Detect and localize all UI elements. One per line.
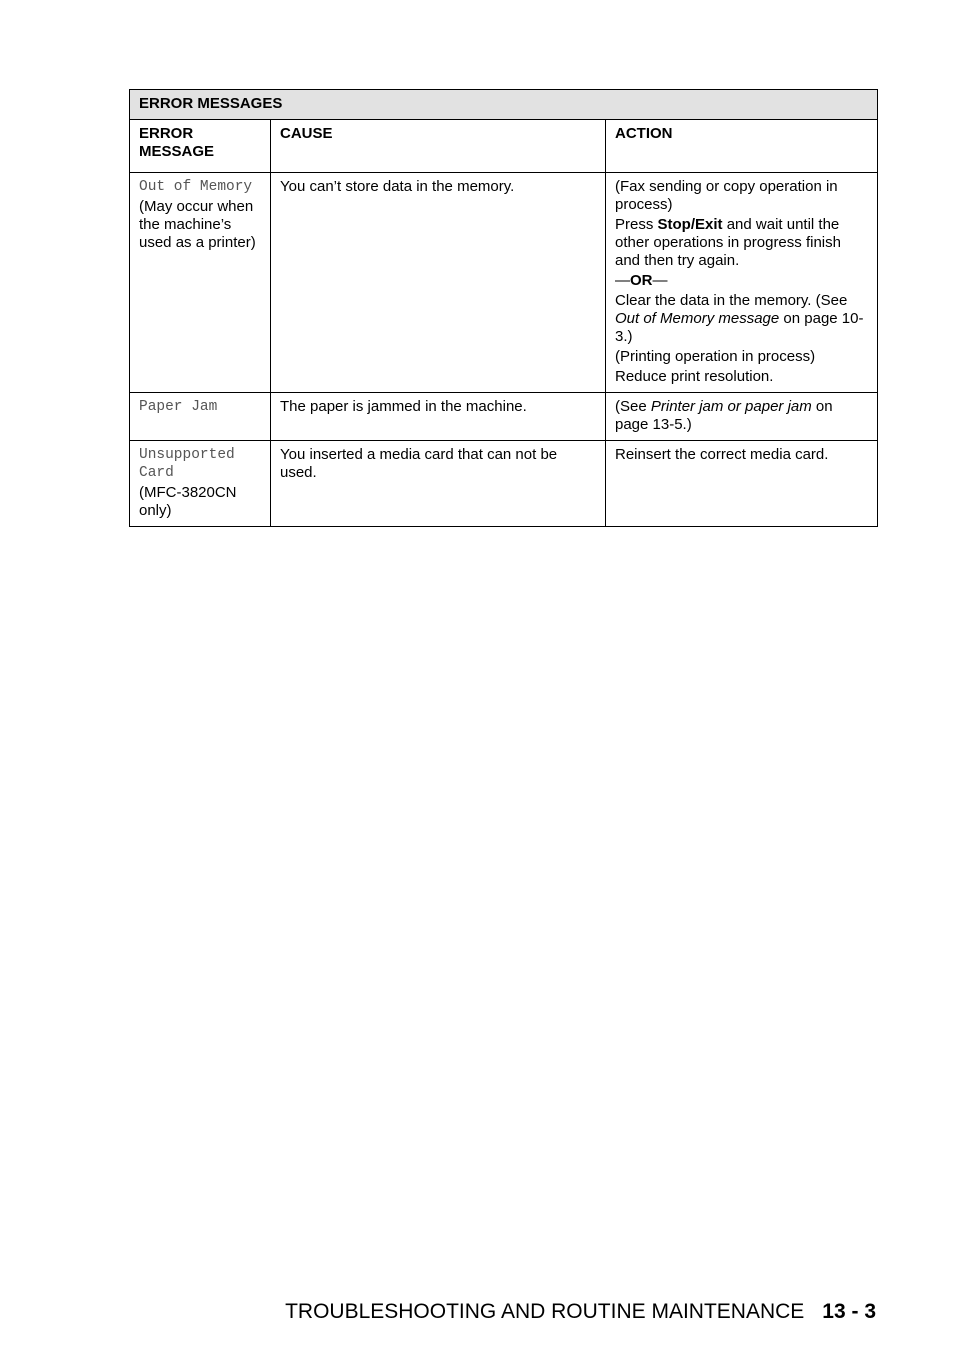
cross-reference: Out of Memory message <box>615 310 780 327</box>
table-row <box>130 393 878 441</box>
action-cell: (See Printer jam or paper jam on page 13-5.) <box>606 393 878 441</box>
table-title-row <box>130 90 878 120</box>
key-name: Stop/Exit <box>657 216 723 233</box>
error-code: Out of Memory <box>139 179 253 195</box>
table-row <box>130 441 878 527</box>
error-message-cell <box>130 393 271 441</box>
error-code: Unsupported Card <box>139 447 235 481</box>
error-message-cell <box>130 441 271 527</box>
error-code: Paper Jam <box>139 399 218 415</box>
error-note: (MFC-3820CN only) <box>139 484 237 519</box>
section-title: TROUBLESHOOTING AND ROUTINE MAINTENANCE <box>285 1300 805 1323</box>
table-row <box>130 173 878 393</box>
action-line: Press Stop/Exit and wait until the other operations in progress finish and then try again. <box>615 216 841 269</box>
header-cause: CAUSE <box>271 120 606 173</box>
cross-reference: Printer jam or paper jam <box>650 398 812 415</box>
action-line: Clear the data in the memory. (See Out of Memory message on page 10-3.) <box>615 292 864 345</box>
page-footer <box>285 1300 876 1324</box>
action-cell <box>606 173 878 393</box>
cause-cell: You can’t store data in the memory. <box>271 173 606 393</box>
action-line: (Fax sending or copy operation in process) <box>615 178 838 213</box>
cause-cell: The paper is jammed in the machine. <box>271 393 606 441</box>
page-number: 13 - 3 <box>822 1300 876 1323</box>
table-header-row <box>130 120 878 173</box>
action-cell: Reinsert the correct media card. <box>606 441 878 527</box>
error-note: (May occur when the machine’s used as a printer) <box>139 198 256 251</box>
error-message-cell <box>130 173 271 393</box>
action-line: (Printing operation in process) <box>615 348 816 365</box>
action-line: Reduce print resolution. <box>615 368 774 385</box>
or-separator: —OR— <box>615 272 668 289</box>
table-title: ERROR MESSAGES <box>130 90 878 120</box>
cause-cell: You inserted a media card that can not be used. <box>271 441 606 527</box>
header-error-message: ERROR MESSAGE <box>130 120 271 173</box>
header-action: ACTION <box>606 120 878 173</box>
error-messages-table <box>129 89 878 527</box>
